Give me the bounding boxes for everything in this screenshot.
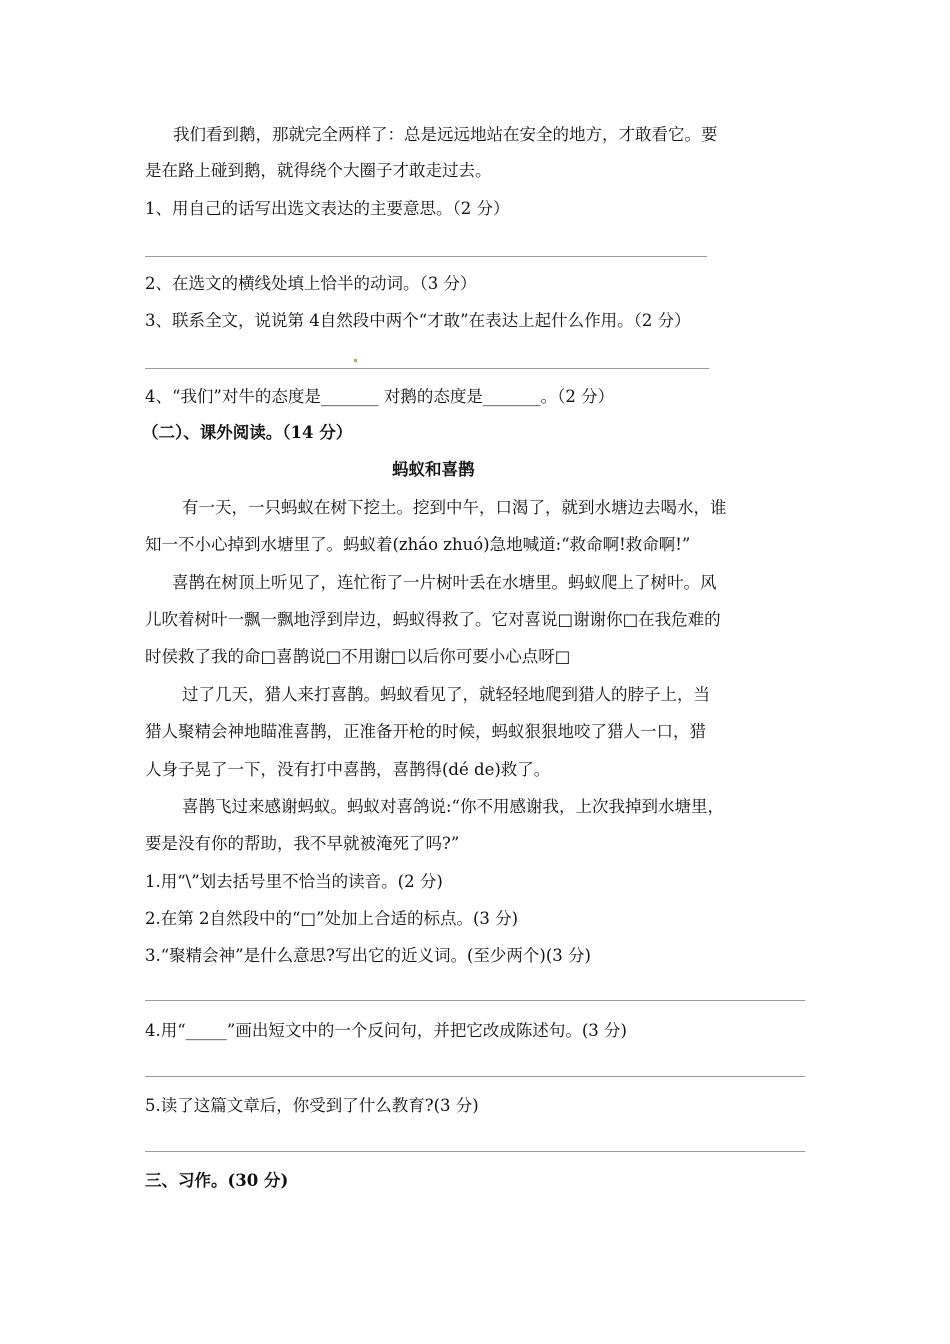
question-3: 3.“聚精会神”是什么意思?写出它的近义词。(至少两个)(3 分) bbox=[145, 946, 591, 965]
answer-line bbox=[145, 1151, 805, 1152]
passage-line: 我们看到鹅，那就完全两样了：总是远远地站在安全的地方，才敢看它。要 bbox=[173, 125, 718, 144]
question-2: 2.在第 2自然段中的“□”处加上合适的标点。(3 分) bbox=[145, 909, 519, 928]
passage-line: 是在路上碰到鹅，就得绕个大圈子才敢走过去。 bbox=[145, 161, 492, 180]
ink-speck bbox=[354, 359, 357, 362]
question-4: 4.用“_____”画出短文中的一个反问句，并把它改成陈述句。(3 分) bbox=[145, 1021, 627, 1040]
question-1: 1.用“\”划去括号里不恰当的读音。(2 分) bbox=[145, 872, 443, 891]
story-line: 人身子晃了一下，没有打中喜鹊，喜鹊得(dé de)救了。 bbox=[145, 760, 551, 779]
story-title: 蚂蚁和喜鹊 bbox=[392, 460, 475, 479]
story-line: 时侯救了我的命□喜鹊说□不用谢□以后你可要小心点呀□ bbox=[145, 647, 571, 666]
story-line: 有一天，一只蚂蚁在树下挖土。挖到中午，口渴了，就到水塘边去喝水，谁 bbox=[182, 498, 727, 517]
question-2: 2、在选文的横线处填上恰半的动词。（3 分） bbox=[145, 274, 477, 293]
question-4: 4、“我们”对牛的态度是_______ 对鹅的态度是_______。（2 分） bbox=[145, 387, 615, 406]
story-line: 喜鹊在树顶上听见了，连忙衔了一片树叶丢在水塘里。蚂蚁爬上了树叶。风 bbox=[172, 573, 717, 592]
section-heading: （二）、课外阅读。（14 分） bbox=[142, 423, 353, 442]
story-line: 猎人聚精会神地瞄准喜鹊，正准备开枪的时候，蚂蚁狠狠地咬了猎人一口，猎 bbox=[145, 722, 706, 741]
question-3: 3、联系全文，说说第 4自然段中两个“才敢”在表达上起什么作用。（2 分） bbox=[145, 311, 691, 330]
answer-line bbox=[145, 1076, 805, 1077]
question-5: 5.读了这篇文章后，你受到了什么教育?(3 分) bbox=[145, 1096, 479, 1115]
story-line: 喜鹊飞过来感谢蚂蚁。蚂蚁对喜鸽说:“你不用感谢我，上次我掉到水塘里， bbox=[182, 797, 724, 816]
answer-line bbox=[145, 1000, 805, 1001]
story-line: 儿吹着树叶一飘一飘地浮到岸边，蚂蚁得救了。它对喜说□谢谢你□在我危难的 bbox=[145, 610, 721, 629]
story-line: 过了几天，猎人来打喜鹊。蚂蚁看见了，就轻轻地爬到猎人的脖子上，当 bbox=[182, 685, 710, 704]
answer-line bbox=[145, 256, 707, 257]
section-heading: 三、习作。(30 分) bbox=[145, 1171, 289, 1190]
story-line: 知一不小心掉到水塘里了。蚂蚁着(zháo zhuó)急地喊道:“救命啊!救命啊!” bbox=[145, 535, 691, 554]
answer-line bbox=[145, 368, 709, 369]
story-line: 要是没有你的帮助，我不早就被淹死了吗?” bbox=[145, 834, 460, 853]
question-1: 1、用自己的话写出选文表达的主要意思。（2 分） bbox=[145, 199, 510, 218]
